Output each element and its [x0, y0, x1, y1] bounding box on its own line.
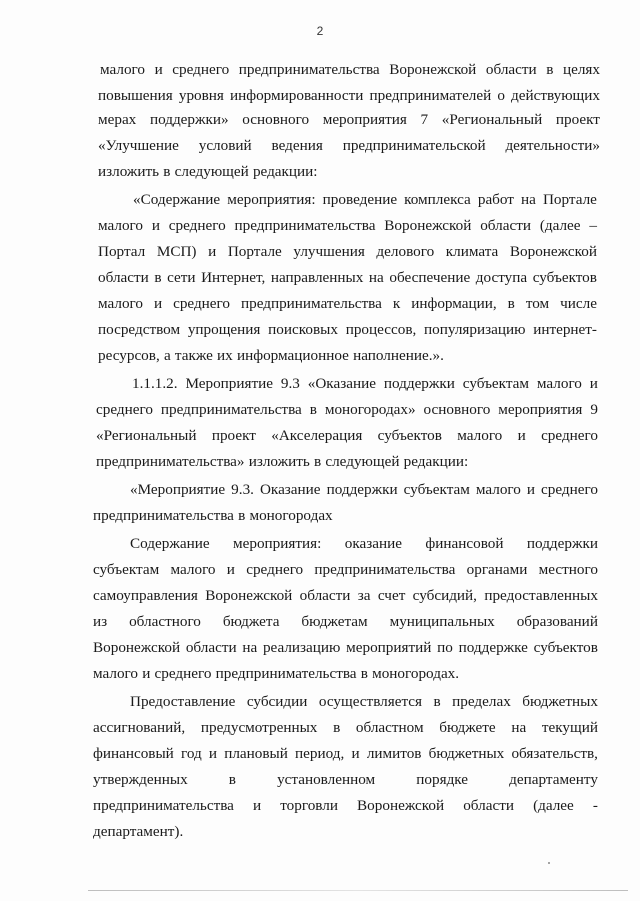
text-line: самоуправления Воронежской области за счет субсидий, предоставленных: [93, 587, 598, 604]
text-line: мерах поддержки» основного мероприятия 7 «Региональный проект: [98, 111, 600, 128]
text-line: утвержденных в установленном порядке департаменту: [93, 771, 598, 788]
text-line: «Содержание мероприятия: проведение комплекса работ на Портале: [133, 191, 597, 208]
text-line: Портал МСП) и Портале улучшения делового климата Воронежской: [98, 243, 597, 260]
text-line: 1.1.1.2. Мероприятие 9.3 «Оказание поддержки субъектам малого и: [132, 375, 598, 392]
text-line: Воронежской области на реализацию мероприятий по поддержке субъектов: [93, 639, 598, 656]
text-line: из областного бюджета бюджетам муниципальных образований: [93, 613, 598, 630]
text-line: «Улучшение условий ведения предпринимательской деятельности»: [98, 137, 600, 154]
text-line: изложить в следующей редакции:: [98, 163, 318, 180]
text-line: малого и среднего предпринимательства к информации, в том числе: [98, 295, 597, 312]
text-line: области в сети Интернет, направленных на обеспечение доступа субъектов: [98, 269, 597, 286]
text-line: предпринимательства» изложить в следующей редакции:: [96, 453, 469, 470]
text-line: ассигнований, предусмотренных в областном бюджете на текущий: [93, 719, 598, 736]
page-number: 2: [316, 24, 324, 38]
text-line: малого и среднего предпринимательства Воронежской области в целях: [100, 61, 600, 78]
text-line: малого и среднего предпринимательства в моногородах.: [93, 665, 460, 682]
scan-speck: [548, 862, 550, 864]
text-line: Содержание мероприятия: оказание финансовой поддержки: [130, 535, 598, 552]
text-line: ресурсов, а также их информационное наполнение.».: [98, 347, 444, 364]
text-line: посредством упрощения поисковых процессов, популяризацию интернет-: [98, 321, 597, 338]
text-line: «Региональный проект «Акселерация субъектов малого и среднего: [96, 427, 598, 444]
text-line: финансовый год и плановый период, и лимитов бюджетных обязательств,: [93, 745, 598, 762]
text-line: среднего предпринимательства в моногородах» основного мероприятия 9: [96, 401, 598, 418]
text-line: субъектам малого и среднего предпринимательства органами местного: [93, 561, 598, 578]
text-line: «Мероприятие 9.3. Оказание поддержки субъектам малого и среднего: [130, 481, 598, 498]
text-line: малого и среднего предпринимательства Воронежской области (далее –: [98, 217, 597, 234]
text-line: Предоставление субсидии осуществляется в пределах бюджетных: [130, 693, 598, 710]
text-line: департамент).: [93, 823, 184, 840]
text-line: повышения уровня информированности предпринимателей о действующих: [98, 87, 600, 104]
text-line: предпринимательства и торговли Воронежской области (далее -: [93, 797, 598, 814]
scan-edge-line: [88, 890, 628, 891]
text-line: предпринимательства в моногородах: [93, 507, 333, 524]
